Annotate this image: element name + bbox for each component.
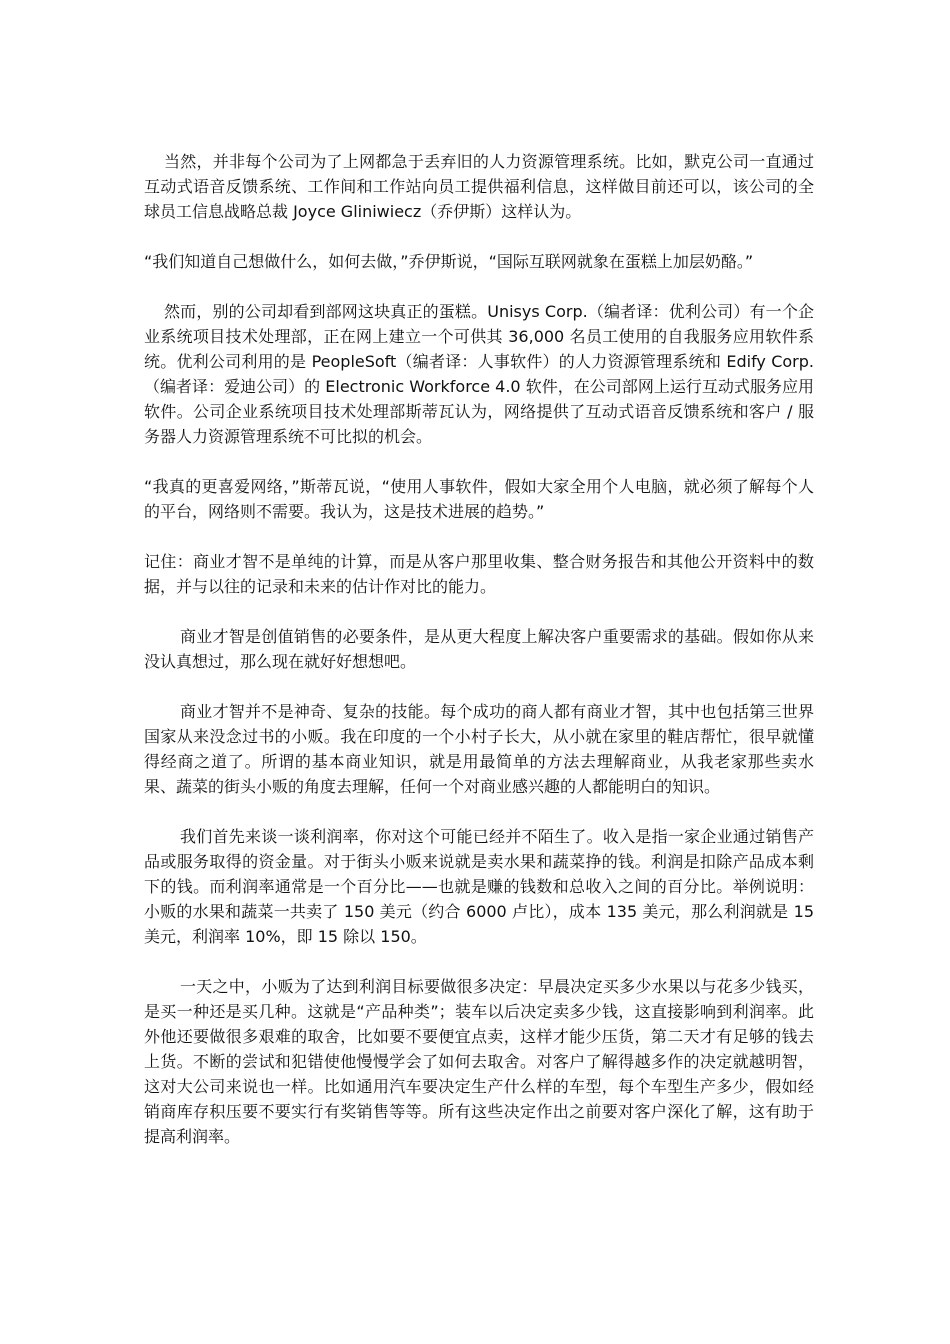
paragraph-1: 当然，并非每个公司为了上网都急于丢弃旧的人力资源管理系统。比如，默克公司一直通过互动式语音反馈系统、工作间和工作站向员工提供福利信息，这样做目前还可以，该公司的全球员工信息战略总裁 Joyce Gliniwiecz（乔伊斯）这样认为。 (144, 152, 814, 221)
paragraph-6: 商业才智是创值销售的必要条件，是从更大程度上解决客户重要需求的基础。假如你从来没认真想过，那么现在就好好想想吧。 (144, 627, 814, 671)
paragraph-4: “我真的更喜爱网络，”斯蒂瓦说，“使用人事软件，假如大家全用个人电脑，就必须了解每个人的平台，网络则不需要。我认为，这是技术进展的趋势。” (144, 477, 814, 521)
paragraph-5: 记住：商业才智不是单纯的计算，而是从客户那里收集、整合财务报告和其他公开资料中的数据，并与以往的记录和未来的估计作对比的能力。 (144, 552, 814, 596)
paragraph-9: 一天之中，小贩为了达到利润目标要做很多决定：早晨决定买多少水果以与花多少钱买，是买一种还是买几种。这就是“产品种类”；装车以后决定卖多少钱，这直接影响到利润率。此外他还要做很多艰难的取舍，比如要不要便宜点卖，这样才能少压货，第二天才有足够的钱去上货。不断的尝试和犯错使他慢慢学会了如何去取舍。对客户了解得越多作的决定就越明智，这对大公司来说也一样。比如通用汽车要决定生产什么样的车型，每个车型生产多少，假如经销商库存积压要不要实行有奖销售等等。所有这些决定作出之前要对客户深化了解，这有助于提高利润率。 (144, 977, 814, 1146)
document-page (144, 149, 814, 1149)
paragraph-7: 商业才智并不是神奇、复杂的技能。每个成功的商人都有商业才智，其中也包括第三世界国家从来没念过书的小贩。我在印度的一个小村子长大，从小就在家里的鞋店帮忙，很早就懂得经商之道了。所谓的基本商业知识，就是用最简单的方法去理解商业，从我老家那些卖水果、蔬菜的街头小贩的角度去理解，任何一个对商业感兴趣的人都能明白的知识。 (144, 702, 814, 796)
paragraph-3: 然而，别的公司却看到部网这块真正的蛋糕。Unisys Corp.（编者译：优利公司）有一个企业系统项目技术处理部，正在网上建立一个可供其 36,000 名员工使用的自我服务应用软件系统。优利公司利用的是 PeopleSoft（编者译：人事软件）的人力资源管理系统和 Edify Corp.（编者译：爱迪公司）的 Electronic Workforce 4.0 软件，在公司部网上运行互动式服务应用软件。公司企业系统项目技术处理部斯蒂瓦认为，网络提供了互动式语音反馈系统和客户 / 服务器人力资源管理系统不可比拟的机会。 (144, 302, 814, 446)
paragraph-8: 我们首先来谈一谈利润率，你对这个可能已经并不陌生了。收入是指一家企业通过销售产品或服务取得的资金量。对于街头小贩来说就是卖水果和蔬菜挣的钱。利润是扣除产品成本剩下的钱。而利润率通常是一个百分比——也就是赚的钱数和总收入之间的百分比。举例说明：小贩的水果和蔬菜一共卖了 150 美元（约合 6000 卢比），成本 135 美元，那么利润就是 15 美元，利润率 10%，即 15 除以 150。 (144, 827, 814, 946)
paragraph-2: “我们知道自己想做什么，如何去做，”乔伊斯说，“国际互联网就象在蛋糕上加层奶酪。” (144, 252, 754, 271)
